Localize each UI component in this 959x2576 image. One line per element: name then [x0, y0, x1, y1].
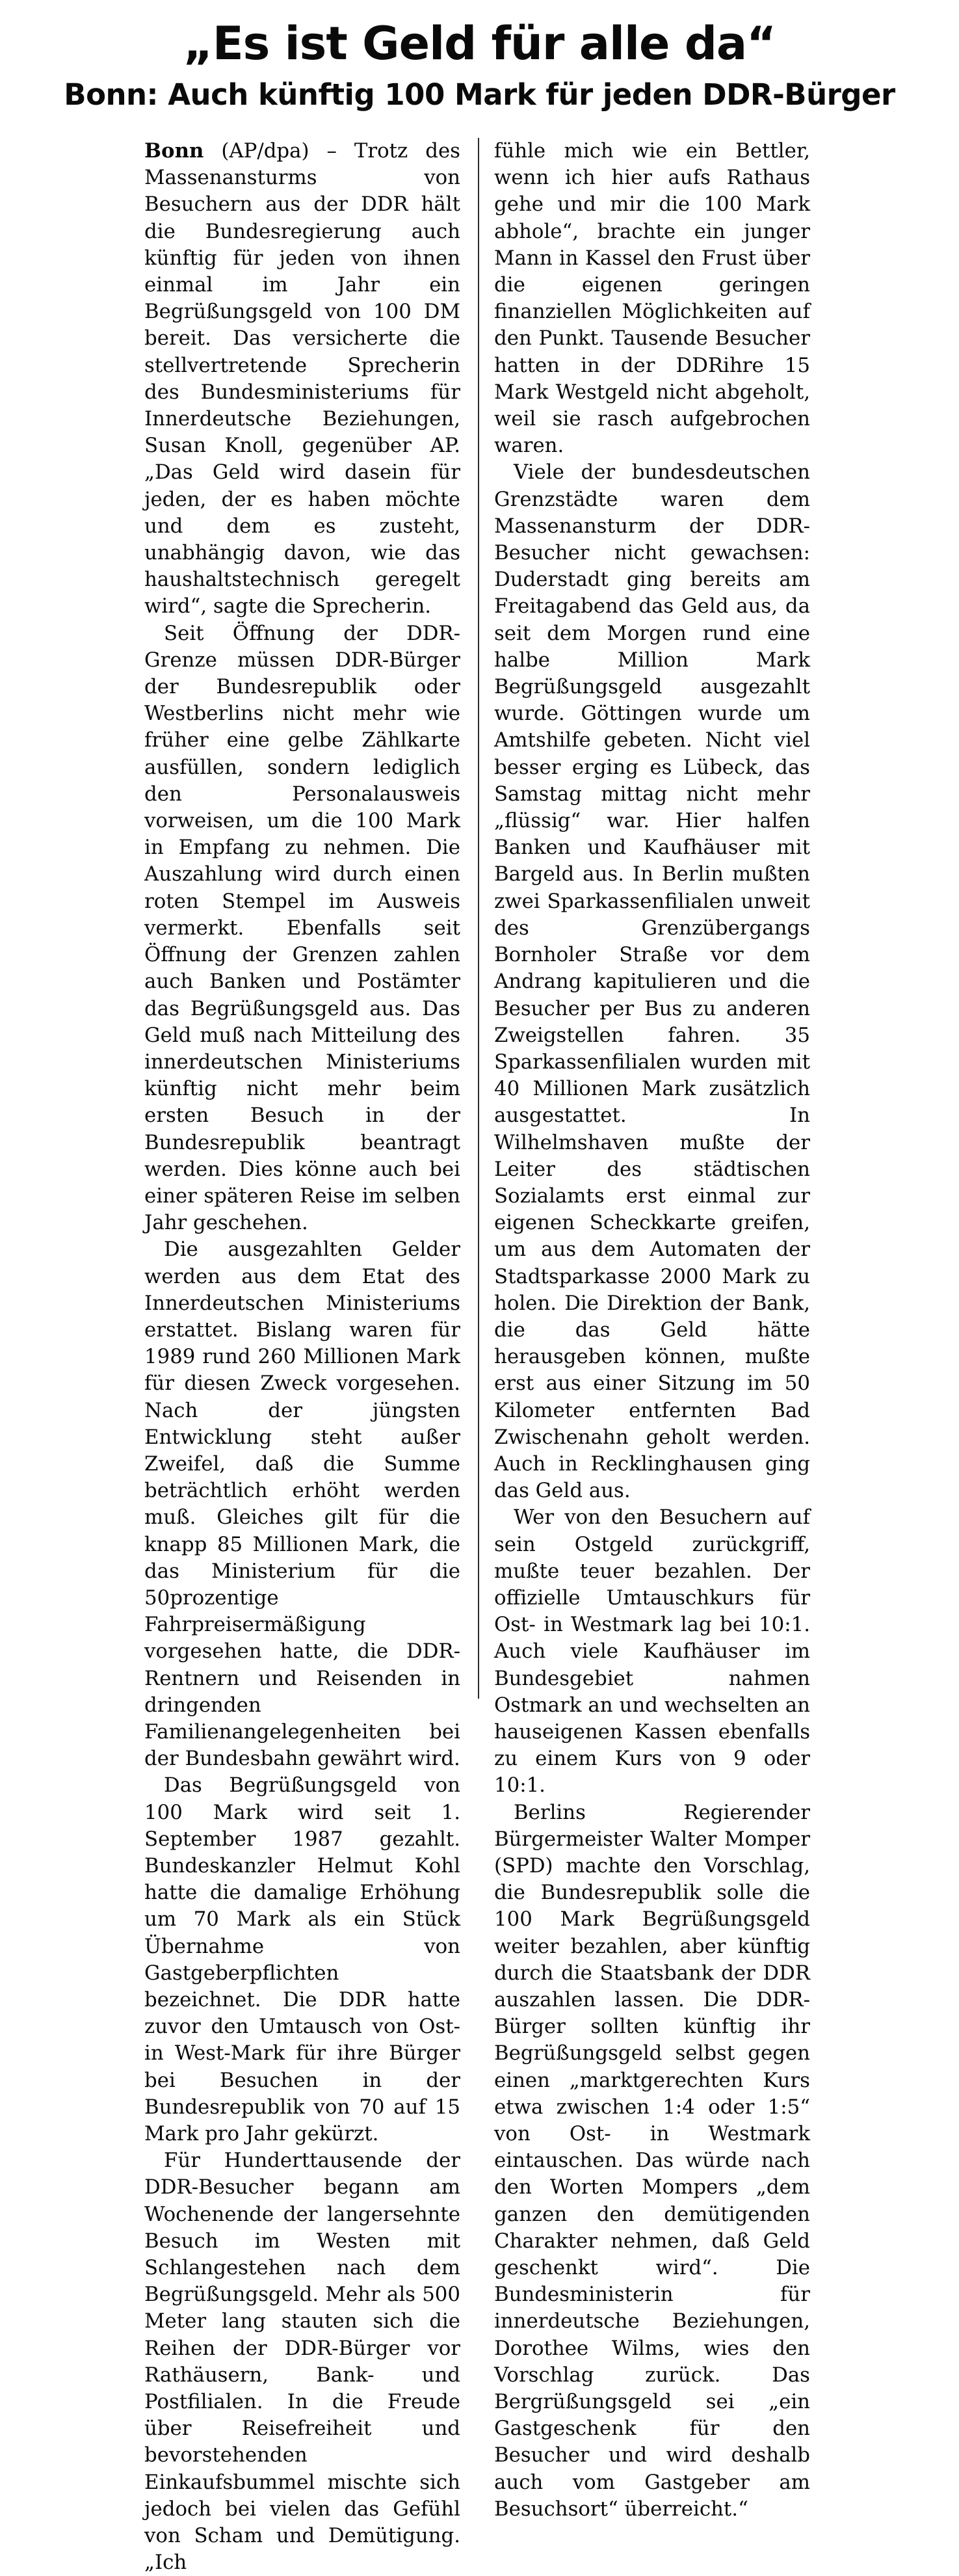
paragraph: Für Hunderttausende der DDR-Besucher begann am Wochenende der langersehnte Besuch im Westen mit Schlangestehen nach dem Begrüßungsgeld. Mehr als 500 Meter lang stauten sich die Reihen der DDR-Bürger vor Rathäusern, Bank- und Postfilialen. In die Freude über Reisefreiheit und bevorstehenden Einkaufsbummel mischte sich jedoch bei vielen das Gefühl von Scham und Demütigung. „Ich — [144, 2149, 460, 2575]
dateline: Bonn — [144, 139, 204, 163]
paragraph: Berlins Regierender Bürgermeister Walter Momper (SPD) machte den Vorschlag, die Bundesrepublik solle die 100 Mark Begrüßungsgeld weiter bezahlen, aber künftig durch die Staatsbank der DDR auszahlen lassen. Die DDR-Bürger sollten künftig ihr Begrüßungsgeld selbst gegen einen „marktgerechten Kurs etwa zwischen 1:4 oder 1:5“ von Ost- in Westmark eintauschen. Das würde nach den Worten Mompers „dem ganzen den demütigenden Charakter nehmen, daß Geld geschenkt wird“. Die Bundesministerin für innerdeutsche Beziehungen, Dorothee Wilms, wies den Vorschlag zurück. Das Bergrüßungsgeld sei „ein Gastgeschenk für den Besucher und wird deshalb auch vom Gastgeber am Besuchsort“ überreicht.“ — [494, 1800, 810, 2521]
paragraph: Das Begrüßungsgeld von 100 Mark wird seit 1. September 1987 gezahlt. Bundeskanzler Helmut Kohl hatte die damalige Erhöhung um 70 Mark als ein Stück Übernahme von Gastgeberpflichten bezeichnet. Die DDR hatte zuvor den Umtausch von Ost- in West-Mark für ihre Bürger bei Besuchen in der Bundesrepublik von 70 auf 15 Mark pro Jahr gekürzt. — [144, 1773, 460, 2146]
paragraph: Die ausgezahlten Gelder werden aus dem Etat des Innerdeutschen Ministeriums erstattet. Bislang waren für 1989 rund 260 Millionen Mark für diesen Zweck vorgesehen. Nach der jüngsten Entwicklung steht außer Zweifel, daß die Summe beträchtlich erhöht werden muß. Gleiches gilt für die knapp 85 Millionen Mark, die das Ministerium für die 50prozentige Fahrpreisermäßigung vorgesehen hatte, die DDR-Rentnern und Reisenden in dringenden Familienangelegenheiten bei der Bundesbahn gewährt wird. — [144, 1238, 460, 1771]
paragraph-text: (AP/dpa) – Trotz des Massenansturms von Besuchern aus der DDR hält die Bundesregierung auch künftig für jeden von ihnen einmal im Jahr ein Begrüßungsgeld von 100 DM bereit. Das versicherte die stellvertretende Sprecherin des Bundesministeriums für Innerdeutsche Beziehungen, Susan Knoll, gegenüber AP. „Das Geld wird dasein für jeden, der es haben möchte und dem es zusteht, unabhängig davon, wie das haushaltstechnisch geregelt wird“, sagte die Sprecherin. — [144, 139, 460, 618]
subheadline: Bonn: Auch künftig 100 Mark für jeden DDR-Bürger — [64, 77, 895, 112]
paragraph: Wer von den Besuchern auf sein Ostgeld zurückgriff, mußte teuer bezahlen. Der offizielle Umtauschkurs für Ost- in Westmark lag bei 10:1. Auch viele Kaufhäuser im Bundesgebiet nahmen Ostmark an und wechselten an hauseigenen Kassen ebenfalls zu einem Kurs von 9 oder 10:1. — [494, 1506, 810, 1798]
paragraph: fühle mich wie ein Bettler, wenn ich hier aufs Rathaus gehe und mir die 100 Mark abhole“, brachte ein junger Mann in Kassel den Frust über die eigenen geringen finanziellen Möglichkeiten auf den Punkt. Tausende Besucher hatten in der DDRihre 15 Mark Westgeld nicht abgeholt, weil sie rasch aufgebrochen waren. — [494, 139, 810, 458]
column-divider — [478, 138, 479, 1699]
paragraph: Seit Öffnung der DDR-Grenze müssen DDR-Bürger der Bundesrepublik oder Westberlins nicht mehr wie früher eine gelbe Zählkarte ausfüllen, sondern lediglich den Personalausweis vorweisen, um die 100 Mark in Empfang zu nehmen. Die Auszahlung wird durch einen roten Stempel im Ausweis vermerkt. Ebenfalls seit Öffnung der Grenzen zahlen auch Banken und Postämter das Begrüßungsgeld aus. Das Geld muß nach Mitteilung des innerdeutschen Ministeriums künftig nicht mehr beim ersten Besuch in der Bundesrepublik beantragt werden. Dies könne auch bei einer späteren Reise im selben Jahr geschehen. — [144, 621, 460, 1235]
paragraph — [144, 138, 460, 620]
paragraph: Viele der bundesdeutschen Grenzstädte waren dem Massenansturm der DDR-Besucher nicht gewachsen: Duderstadt ging bereits am Freitagabend das Geld aus, da seit dem Morgen rund eine halbe Million Mark Begrüßungsgeld ausgezahlt wurde. Göttingen wurde um Amtshilfe gebeten. Nicht viel besser erging es Lübeck, das Samstag mittag nicht mehr „flüssig“ war. Hier halfen Banken und Kaufhäuser mit Bargeld aus. In Berlin mußten zwei Sparkassenfilialen unweit des Grenzübergangs Bornholer Straße vor dem Andrang kapitulieren und die Besucher per Bus zu anderen Zweigstellen fahren. 35 Sparkassenfilialen wurden mit 40 Millionen Mark zusätzlich ausgestattet. In Wilhelmshaven mußte der Leiter des städtischen Sozialamts erst einmal zur eigenen Scheckkarte greifen, um aus dem Automaten der Stadtsparkasse 2000 Mark zu holen. Die Direktion der Bank, die das Geld hätte herausgeben können, mußte erst aus einer Sitzung im 50 Kilometer entfernten Bad Zwischenahn geholt werden. Auch in Recklinghausen ging das Geld aus. — [494, 460, 810, 1503]
right-column — [494, 138, 810, 2523]
headline: „Es ist Geld für alle da“ — [183, 17, 776, 70]
left-column — [144, 138, 460, 2576]
